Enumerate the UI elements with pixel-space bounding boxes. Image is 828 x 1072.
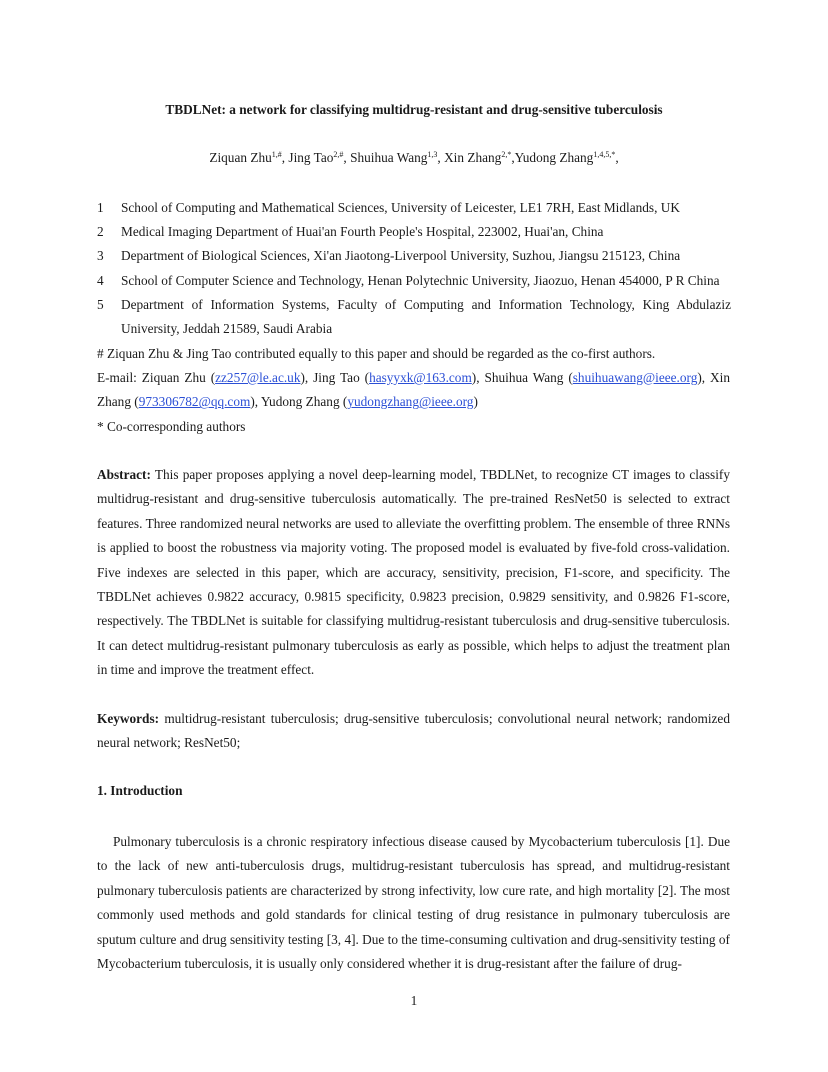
author-affiliation-sup: 1,# (271, 150, 282, 159)
author-separator: , (437, 150, 445, 165)
affiliation-number: 5 (97, 296, 104, 312)
affiliation-text: Medical Imaging Department of Huai'an Fourth People's Hospital, 223002, Huai'an, China (121, 224, 604, 240)
section-heading: 1. Introduction (97, 783, 183, 798)
author-line (0, 150, 828, 166)
author-name: Yudong Zhang (514, 150, 594, 165)
author-name: Ziquan Zhu (209, 150, 272, 165)
author-affiliation-sup: 2,* (501, 150, 512, 159)
abstract-label: Abstract: (97, 467, 151, 482)
author-separator: , (615, 150, 619, 165)
author-name: Xin Zhang (444, 150, 502, 165)
corresponding-note: * Co-corresponding authors (97, 419, 246, 434)
author-separator: , (343, 150, 351, 165)
paper-title: TBDLNet: a network for classifying multidrug-resistant and drug-sensitive tuberculosis (165, 102, 663, 117)
affiliation-number: 4 (97, 272, 104, 288)
email-link[interactable]: yudongzhang@ieee.org (347, 394, 474, 410)
intro-paragraph (97, 830, 730, 976)
affiliation-list (97, 199, 737, 344)
email-list (97, 366, 730, 415)
author-affiliation-sup: 1,4,5,* (593, 150, 616, 159)
author-name: Jing Tao (288, 150, 334, 165)
email-link[interactable]: hasyyxk@163.com (369, 370, 472, 385)
intro-text: Pulmonary tuberculosis is a chronic respiratory infectious disease caused by Mycobacterium tuberculosis [1]. Due to the lack of new anti-tuberculosis drugs, multidrug-resistant tuberculosis has spread, and multidrug-resistant pulmonary tuberculosis patients are characterized by strong infectivity, low cure rate, and high mortality [2]. The most commonly used methods and gold standards for clinical testing of drug resistance in pulmonary tuberculosis are sputum culture and drug sensitivity testing [3, 4]. Due to the time-consuming cultivation and drug-sensitivity testing of Mycobacterium tuberculosis, it is usually only considered whether it is drug-resistant after the failure of drug- (97, 834, 730, 972)
affiliation-text: School of Computer Science and Technology, Henan Polytechnic University, Jiaozuo, Henan 454000, P R China (121, 272, 720, 288)
abstract-text: This paper proposes applying a novel deep-learning model, TBDLNet, to recognize CT images to classify multidrug-resistant and drug-sensitive tuberculosis automatically. The pre-trained ResNet50 is selected to extract features. Three randomized neural networks are used to alleviate the overfitting problem. The ensemble of three RNNs is applied to boost the robustness via majority voting. The proposed model is evaluated by five-fold cross-validation. Five indexes are selected in this paper, which are accuracy, sensitivity, precision, F1-score, and specificity. The TBDLNet achieves 0.9822 accuracy, 0.9815 specificity, 0.9823 precision, 0.9829 sensitivity, and 0.9826 F1-score, respectively. The TBDLNet is suitable for classifying multidrug-resistant tuberculosis and drug-sensitive tuberculosis. It can detect multidrug-resistant pulmonary tuberculosis as early as possible, which helps to adjust the treatment plan in time and improve the treatment effect. (97, 467, 730, 678)
affiliation-text: School of Computing and Mathematical Sciences, University of Leicester, LE1 7RH, East Midlands, UK (121, 200, 680, 215)
abstract (97, 463, 730, 683)
author-name: Shuihua Wang (350, 150, 428, 165)
email-text: ), Shuihua Wang ( (471, 370, 573, 385)
email-text: ), Jing Tao ( (300, 370, 370, 385)
email-link[interactable]: 973306782@qq.com (138, 394, 251, 410)
keywords (97, 707, 730, 756)
affiliation-number: 3 (97, 248, 104, 264)
affiliation-text: Department of Information Systems, Faculty of Computing and Information Technology, King Abdulaziz University, Jeddah 21589, Saudi Arabia (121, 296, 731, 336)
affiliation-number: 1 (97, 200, 104, 215)
keywords-text: multidrug-resistant tuberculosis; drug-sensitive tuberculosis; convolutional neural network; randomized neural network; ResNet50; (97, 711, 730, 751)
email-text: ), Xin Zhang ( (97, 370, 730, 410)
author-affiliation-sup: 2,# (333, 150, 344, 159)
affiliation-number: 2 (97, 224, 104, 240)
email-link[interactable]: zz257@le.ac.uk (215, 370, 301, 385)
email-text: ), Yudong Zhang ( (250, 394, 348, 410)
email-text: E-mail: Ziquan Zhu ( (97, 370, 216, 385)
page-number: 1 (410, 993, 418, 1008)
author-separator: , (281, 150, 289, 165)
keywords-label: Keywords: (97, 711, 160, 726)
affiliation-item (97, 247, 737, 271)
affiliation-text: Department of Biological Sciences, Xi'an Jiaotong-Liverpool University, Suzhou, Jiangsu 215123, China (121, 248, 681, 264)
affiliation-item (97, 296, 737, 344)
affiliation-item (97, 199, 737, 223)
cofirst-note: # Ziquan Zhu & Jing Tao contributed equally to this paper and should be regarded as the co-first authors. (97, 346, 656, 361)
email-link[interactable]: shuihuawang@ieee.org (572, 370, 698, 385)
author-separator: , (511, 150, 515, 165)
affiliation-item (97, 223, 737, 247)
author-affiliation-sup: 1,3 (427, 150, 438, 159)
email-text: ) (473, 394, 478, 410)
